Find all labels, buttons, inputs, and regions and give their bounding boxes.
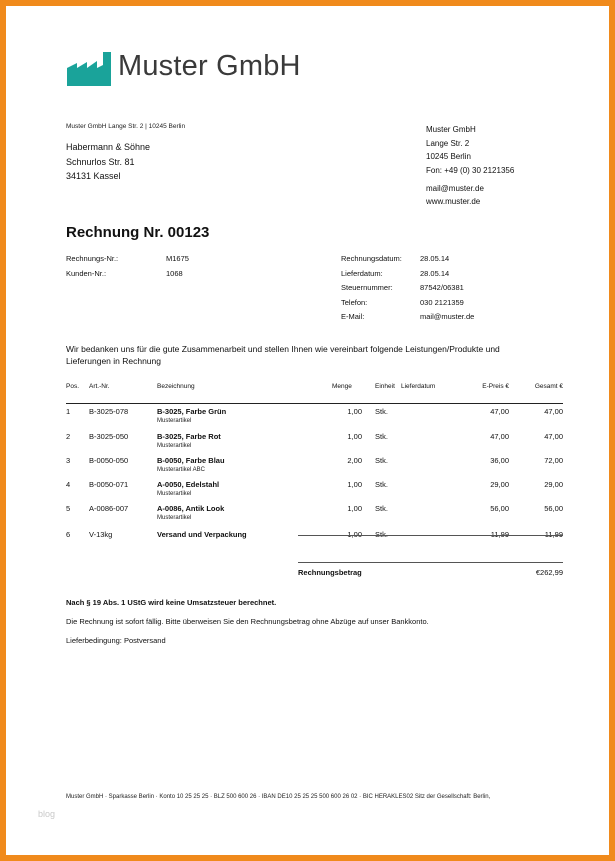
cell-art: V-13kg	[89, 530, 113, 539]
header-art-nr: Art.-Nr.	[89, 383, 110, 390]
company-city: 10245 Berlin	[426, 152, 471, 161]
cell-unit: Stk.	[375, 530, 388, 539]
header-unit-price: E-Preis €	[482, 383, 509, 390]
cell-price: 36,00	[490, 456, 509, 465]
table-row	[66, 456, 566, 480]
invoice-meta-right	[341, 254, 500, 327]
meta-value: mail@muster.de	[420, 312, 475, 321]
invoice-page	[6, 6, 609, 855]
cell-total: 47,00	[544, 432, 563, 441]
cell-description: A-0086, Antik Look	[157, 504, 225, 513]
table-row	[66, 504, 566, 528]
company-contact	[426, 183, 484, 208]
table-row	[66, 480, 566, 504]
cell-art: B-0050-071	[89, 480, 129, 489]
meta-label: Lieferdatum:	[341, 268, 383, 278]
sender-return-address: Muster GmbH Lange Str. 2 | 10245 Berlin	[66, 123, 186, 130]
meta-row	[341, 283, 500, 298]
meta-label: Steuernummer:	[341, 283, 393, 292]
delivery-note: Lieferbedingung: Postversand	[66, 636, 166, 645]
cell-qty: 1,00	[347, 504, 362, 513]
meta-row	[341, 269, 500, 284]
payment-note: Die Rechnung ist sofort fällig. Bitte überweisen Sie den Rechnungsbetrag ohne Abzüge auf unser Bankkonto.	[66, 617, 429, 626]
cell-pos: 2	[66, 432, 71, 441]
tax-note: Nach § 19 Abs. 1 UStG wird keine Umsatzsteuer berechnet.	[66, 598, 277, 607]
meta-value: 030 2121359	[420, 297, 464, 307]
meta-label: Telefon:	[341, 297, 368, 307]
factory-icon	[67, 48, 113, 86]
cell-description: B-3025, Farbe Rot	[157, 432, 221, 441]
table-row	[66, 407, 566, 431]
meta-value: 28.05.14	[420, 254, 450, 263]
recipient-name: Habermann & Söhne	[66, 142, 151, 152]
recipient-street: Schnurlos Str. 81	[66, 156, 135, 167]
cell-qty: 1,00	[347, 432, 362, 441]
cell-description: B-3025, Farbe Grün	[157, 407, 227, 416]
cell-unit: Stk.	[375, 456, 388, 465]
cell-description: A-0050, Edelstahl	[157, 480, 220, 489]
company-name: Muster GmbH	[426, 125, 476, 134]
meta-value: 1068	[166, 268, 183, 278]
cell-art: A-0086-007	[89, 504, 129, 513]
footer-bank-details: Muster GmbH · Sparkasse Berlin · Konto 10 25 25 25 · BLZ 500 600 26 · IBAN DE10 25 25 25 500 600 26 02 · BIC HERAKLES02 Sitz der Gesellschaft: Berlin,	[66, 794, 491, 800]
cell-description-sub: Musterartikel	[157, 515, 192, 521]
meta-label: Rechnungsdatum:	[341, 254, 402, 263]
meta-row	[341, 254, 500, 269]
cell-total: 72,00	[544, 456, 563, 465]
cell-pos: 3	[66, 456, 71, 465]
header-total: Gesamt €	[534, 383, 563, 390]
table-row	[66, 432, 566, 456]
cell-total: 47,00	[544, 407, 563, 416]
cell-price: 11,99	[490, 530, 509, 539]
company-street: Lange Str. 2	[426, 138, 470, 148]
cell-description-sub: Musterartikel	[157, 443, 192, 449]
total-label: Rechnungsbetrag	[298, 568, 362, 577]
meta-label: E-Mail:	[341, 312, 365, 321]
cell-description: Versand und Verpackung	[157, 530, 247, 539]
recipient-city: 34131 Kassel	[66, 171, 121, 181]
cell-total: 29,00	[544, 480, 563, 489]
header-quantity: Menge	[332, 383, 352, 390]
cell-description-sub: Musterartikel ABC	[157, 467, 206, 473]
table-header-rule	[66, 403, 563, 404]
meta-label: Rechnungs-Nr.:	[66, 254, 119, 263]
cell-price: 29,00	[490, 480, 509, 489]
company-address	[426, 123, 514, 177]
meta-row	[341, 298, 500, 313]
cell-description: B-0050, Farbe Blau	[157, 456, 225, 465]
cell-qty: 1,00	[347, 530, 362, 539]
meta-value: M1675	[166, 254, 189, 263]
meta-value: 28.05.14	[420, 268, 450, 278]
cell-unit: Stk.	[375, 432, 388, 441]
meta-value: 87542/06381	[420, 283, 464, 292]
invoice-title: Rechnung Nr. 00123	[66, 224, 210, 241]
cell-pos: 5	[66, 504, 71, 513]
meta-label: Kunden-Nr.:	[66, 268, 107, 278]
recipient-address	[66, 140, 150, 184]
cell-price: 47,00	[490, 407, 509, 416]
meta-row	[341, 312, 500, 327]
intro-text: Wir bedanken uns für die gute Zusammenarbeit und stellen Ihnen wie vereinbart folgende Leistungen/Produkte und Lieferungen in Rechnung	[66, 344, 500, 366]
cell-price: 47,00	[490, 432, 509, 441]
cell-art: B-0050-050	[89, 456, 129, 465]
total-value: €262,99	[535, 568, 563, 577]
watermark: blog	[38, 809, 56, 819]
cell-qty: 1,00	[347, 407, 362, 416]
company-email: mail@muster.de	[426, 184, 484, 193]
cell-description-sub: Musterartikel	[157, 491, 192, 497]
total-rule	[298, 562, 563, 563]
subtotal-rule	[298, 535, 563, 536]
cell-unit: Stk.	[375, 480, 388, 489]
cell-qty: 1,00	[347, 480, 362, 489]
cell-pos: 4	[66, 480, 71, 489]
cell-pos: 6	[66, 530, 71, 539]
header-description: Bezeichnung	[157, 383, 195, 390]
cell-total: 56,00	[544, 504, 563, 513]
company-web: www.muster.de	[426, 196, 481, 206]
cell-art: B-3025-078	[89, 407, 129, 416]
cell-art: B-3025-050	[89, 432, 129, 441]
table-header	[66, 383, 566, 395]
cell-unit: Stk.	[375, 407, 388, 416]
company-logo-text: Muster GmbH	[118, 50, 301, 82]
cell-unit: Stk.	[375, 504, 388, 513]
cell-price: 56,00	[490, 504, 509, 513]
invoice-meta-left	[66, 254, 226, 283]
cell-pos: 1	[66, 407, 71, 416]
meta-row	[66, 254, 226, 269]
table-row	[66, 530, 566, 554]
cell-total: 11,99	[544, 530, 563, 539]
header-unit: Einheit	[375, 383, 395, 390]
cell-qty: 2,00	[347, 456, 362, 465]
cell-description-sub: Musterartikel	[157, 418, 192, 424]
meta-row	[66, 269, 226, 284]
header-pos: Pos.	[66, 383, 80, 390]
company-phone: Fon: +49 (0) 30 2121356	[426, 165, 515, 175]
header-delivery-date: Lieferdatum	[401, 383, 436, 390]
